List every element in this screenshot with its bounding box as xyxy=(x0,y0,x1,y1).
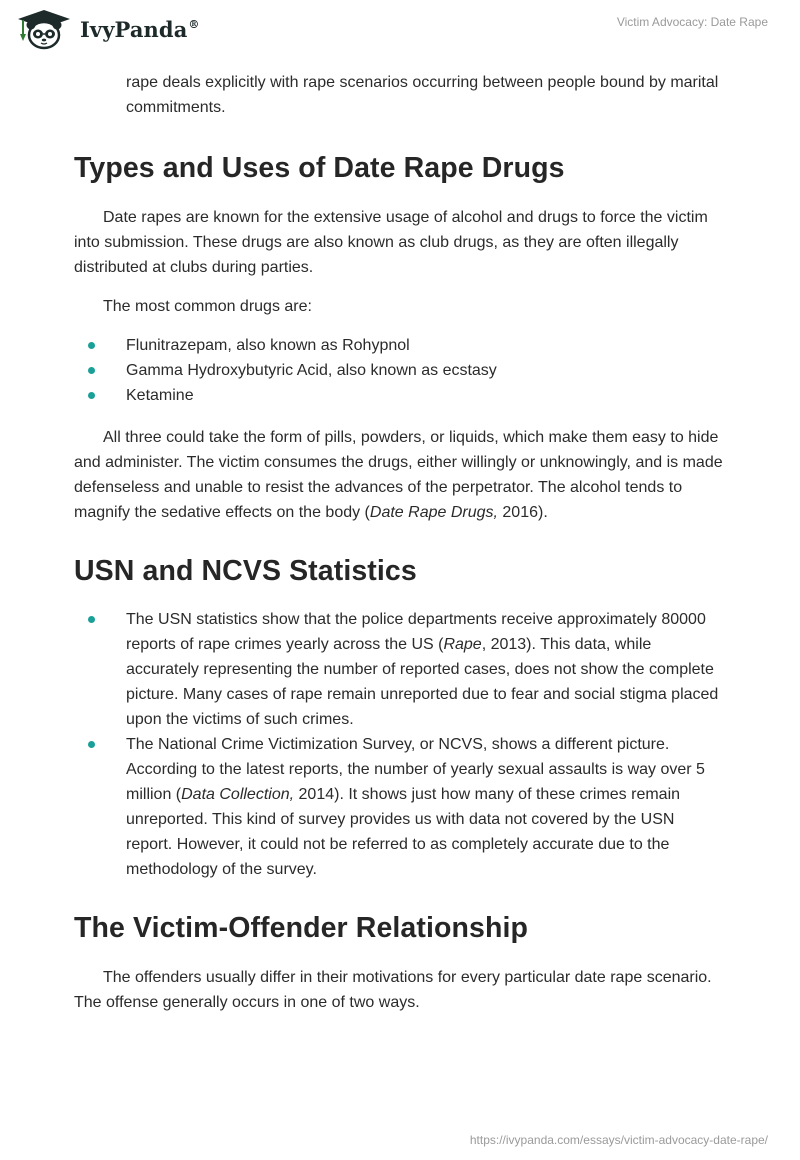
bullet-dot-icon xyxy=(88,392,95,399)
statistics-list xyxy=(74,607,724,882)
page-title: Victim Advocacy: Date Rape xyxy=(616,15,768,29)
list-item: Ketamine xyxy=(74,383,724,408)
essay-content xyxy=(74,70,724,1015)
page-header xyxy=(0,0,800,66)
heading-victim-offender: The Victim-Offender Relationship xyxy=(74,912,528,944)
bullet-dot-icon xyxy=(88,616,95,623)
bullet-dot-icon xyxy=(88,367,95,374)
citation: Data Collection, xyxy=(181,786,295,803)
page-url[interactable]: https://ivypanda.com/essays/victim-advocacy-date-rape/ xyxy=(469,1133,768,1147)
heading-date-rape-drugs: Types and Uses of Date Rape Drugs xyxy=(74,152,565,184)
list-item: Flunitrazepam, also known as Rohypnol xyxy=(74,333,724,358)
brand-name: IvyPanda® xyxy=(80,16,200,42)
drugs-paragraph-1: Date rapes are known for the extensive usage of alcohol and drugs to force the victim into submission. These drugs are also known as club drugs, as they are often illegally distributed at clubs during parties. xyxy=(74,209,708,276)
heading-statistics: USN and NCVS Statistics xyxy=(74,555,417,587)
bullet-dot-icon xyxy=(88,342,95,349)
drugs-list xyxy=(74,333,724,408)
ivypanda-logo[interactable] xyxy=(14,8,200,50)
bullet-dot-icon xyxy=(88,741,95,748)
citation: Rape xyxy=(443,636,482,653)
list-item: The USN statistics show that the police departments receive approximately 80000 reports of rape crimes yearly across the US (Rape, 2013). This data, while accurately representing the number of reported cases, does not show the complete picture. Many cases of rape remain unreported due to fear and social stigma placed upon the victims of such crimes. xyxy=(74,607,724,732)
list-item: Gamma Hydroxybutyric Acid, also known as ecstasy xyxy=(74,358,724,383)
intro-continuation: rape deals explicitly with rape scenarios occurring between people bound by marital commitments. xyxy=(126,74,719,116)
panda-graduate-icon xyxy=(14,8,74,50)
drugs-paragraph-3: All three could take the form of pills, powders, or liquids, which make them easy to hide and administer. The victim consumes the drugs, either willingly or unknowingly, and is made defenseless and unable to resist the advances of the perpetrator. The alcohol tends to magnify the sedative effects on the body (Date Rape Drugs, 2016). xyxy=(74,429,723,521)
list-item: The National Crime Victimization Survey, or NCVS, shows a different picture. According to the latest reports, the number of yearly sexual assaults is way over 5 million (Data Collection, 2014). It shows just how many of these crimes remain unreported. This kind of survey provides us with data not covered by the USN report. However, it could not be referred to as completely accurate due to the methodology of the survey. xyxy=(74,732,724,882)
drugs-paragraph-2: The most common drugs are: xyxy=(103,298,312,315)
citation: Date Rape Drugs, xyxy=(369,504,498,521)
relationship-paragraph-1: The offenders usually differ in their motivations for every particular date rape scenario. The offense generally occurs in one of two ways. xyxy=(74,969,712,1011)
